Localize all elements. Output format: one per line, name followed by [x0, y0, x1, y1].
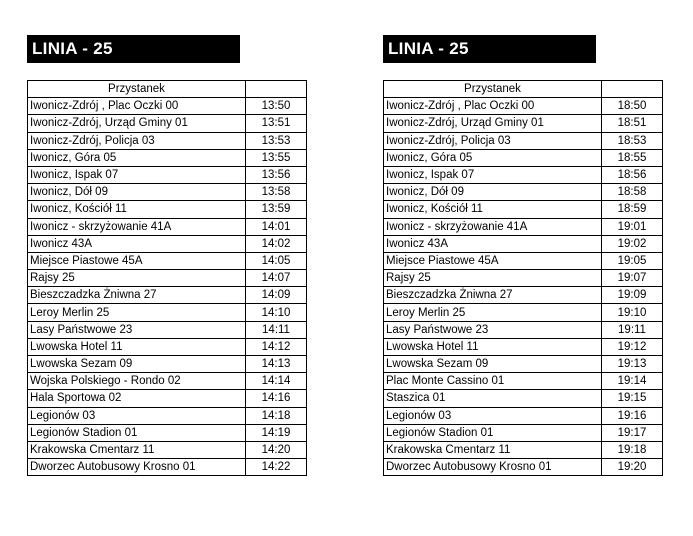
- departure-time: 13:58: [246, 184, 307, 201]
- departure-time: 18:56: [602, 166, 663, 183]
- table-row: [28, 441, 307, 458]
- departure-time: 14:10: [246, 304, 307, 321]
- table-row: [28, 235, 307, 252]
- stop-name: Leroy Merlin 25: [28, 304, 246, 321]
- stop-name: Lwowska Hotel 11: [384, 338, 602, 355]
- stop-name: Krakowska Cmentarz 11: [384, 441, 602, 458]
- stop-name: Iwonicz - skrzyżowanie 41A: [28, 218, 246, 235]
- departure-time: 14:12: [246, 338, 307, 355]
- table-row: [384, 424, 663, 441]
- departure-time: 19:09: [602, 287, 663, 304]
- table-row: [28, 218, 307, 235]
- departure-time: 13:55: [246, 149, 307, 166]
- table-row: [28, 321, 307, 338]
- table-row: [384, 98, 663, 115]
- departure-time: 18:55: [602, 149, 663, 166]
- stop-name: Bieszczadzka Żniwna 27: [28, 287, 246, 304]
- stop-name: Dworzec Autobusowy Krosno 01: [384, 459, 602, 476]
- stop-name: Iwonicz, Ispak 07: [384, 166, 602, 183]
- stop-name: Iwonicz 43A: [384, 235, 602, 252]
- table-row: [384, 441, 663, 458]
- stop-name: Hala Sportowa 02: [28, 390, 246, 407]
- stop-name: Iwonicz-Zdrój , Plac Oczki 00: [384, 98, 602, 115]
- stop-name: Lwowska Sezam 09: [28, 356, 246, 373]
- table-header-row: [28, 81, 307, 98]
- table-row: [28, 132, 307, 149]
- table-row: [28, 201, 307, 218]
- table-header-row: [384, 81, 663, 98]
- table-row: [28, 287, 307, 304]
- departure-time: 19:15: [602, 390, 663, 407]
- column-header-time: [602, 81, 663, 98]
- table-row: [28, 115, 307, 132]
- table-row: [28, 373, 307, 390]
- departure-time: 18:58: [602, 184, 663, 201]
- departure-time: 14:11: [246, 321, 307, 338]
- stop-name: Legionów Stadion 01: [384, 424, 602, 441]
- table-row: [28, 252, 307, 269]
- line-title: LINIA - 25: [27, 35, 240, 63]
- departure-time: 14:16: [246, 390, 307, 407]
- departure-time: 14:09: [246, 287, 307, 304]
- departure-time: 18:53: [602, 132, 663, 149]
- schedule-table: [383, 80, 663, 476]
- table-row: [384, 201, 663, 218]
- table-row: [384, 356, 663, 373]
- departure-time: 19:11: [602, 321, 663, 338]
- stop-name: Lwowska Sezam 09: [384, 356, 602, 373]
- table-row: [384, 321, 663, 338]
- stop-name: Iwonicz, Dół 09: [384, 184, 602, 201]
- departure-time: 18:51: [602, 115, 663, 132]
- stop-name: Miejsce Piastowe 45A: [28, 252, 246, 269]
- departure-time: 14:07: [246, 270, 307, 287]
- departure-time: 13:51: [246, 115, 307, 132]
- line-title: LINIA - 25: [383, 35, 596, 63]
- table-row: [28, 424, 307, 441]
- departure-time: 14:20: [246, 441, 307, 458]
- stop-name: Staszica 01: [384, 390, 602, 407]
- departure-time: 19:14: [602, 373, 663, 390]
- table-row: [28, 407, 307, 424]
- stop-name: Rajsy 25: [384, 270, 602, 287]
- departure-time: 19:13: [602, 356, 663, 373]
- stop-name: Iwonicz, Kościół 11: [28, 201, 246, 218]
- departure-time: 19:17: [602, 424, 663, 441]
- table-row: [384, 407, 663, 424]
- stop-name: Bieszczadzka Żniwna 27: [384, 287, 602, 304]
- departure-time: 13:56: [246, 166, 307, 183]
- departure-time: 14:01: [246, 218, 307, 235]
- departure-time: 19:10: [602, 304, 663, 321]
- departure-time: 19:16: [602, 407, 663, 424]
- table-row: [384, 459, 663, 476]
- table-row: [28, 270, 307, 287]
- table-row: [384, 149, 663, 166]
- stop-name: Iwonicz-Zdrój, Urząd Gminy 01: [384, 115, 602, 132]
- stop-name: Legionów 03: [28, 407, 246, 424]
- table-row: [384, 218, 663, 235]
- table-row: [384, 373, 663, 390]
- table-row: [384, 252, 663, 269]
- stop-name: Iwonicz, Góra 05: [384, 149, 602, 166]
- stop-name: Iwonicz, Dół 09: [28, 184, 246, 201]
- departure-time: 19:07: [602, 270, 663, 287]
- stop-name: Krakowska Cmentarz 11: [28, 441, 246, 458]
- departure-time: 13:59: [246, 201, 307, 218]
- departure-time: 14:05: [246, 252, 307, 269]
- table-row: [28, 98, 307, 115]
- table-row: [384, 166, 663, 183]
- departure-time: 14:14: [246, 373, 307, 390]
- table-row: [384, 338, 663, 355]
- stop-name: Iwonicz-Zdrój, Urząd Gminy 01: [28, 115, 246, 132]
- departure-time: 19:12: [602, 338, 663, 355]
- departure-time: 18:59: [602, 201, 663, 218]
- departure-time: 19:18: [602, 441, 663, 458]
- stop-name: Iwonicz-Zdrój , Plac Oczki 00: [28, 98, 246, 115]
- stop-name: Legionów 03: [384, 407, 602, 424]
- stop-name: Lasy Państwowe 23: [384, 321, 602, 338]
- stop-name: Leroy Merlin 25: [384, 304, 602, 321]
- stop-name: Miejsce Piastowe 45A: [384, 252, 602, 269]
- stop-name: Iwonicz 43A: [28, 235, 246, 252]
- stop-name: Lwowska Hotel 11: [28, 338, 246, 355]
- table-row: [28, 356, 307, 373]
- departure-time: 14:02: [246, 235, 307, 252]
- table-row: [384, 184, 663, 201]
- stop-name: Wojska Polskiego - Rondo 02: [28, 373, 246, 390]
- table-row: [384, 304, 663, 321]
- table-row: [28, 390, 307, 407]
- schedule-table: [27, 80, 307, 476]
- table-row: [28, 459, 307, 476]
- stop-name: Plac Monte Cassino 01: [384, 373, 602, 390]
- stop-name: Legionów Stadion 01: [28, 424, 246, 441]
- table-row: [384, 132, 663, 149]
- table-row: [384, 115, 663, 132]
- departure-time: 14:19: [246, 424, 307, 441]
- timetable-left: [27, 35, 307, 476]
- departure-time: 14:18: [246, 407, 307, 424]
- table-row: [384, 235, 663, 252]
- departure-time: 19:01: [602, 218, 663, 235]
- column-header-stop: Przystanek: [384, 81, 602, 98]
- stop-name: Dworzec Autobusowy Krosno 01: [28, 459, 246, 476]
- table-row: [28, 304, 307, 321]
- table-row: [28, 166, 307, 183]
- departure-time: 19:20: [602, 459, 663, 476]
- departure-time: 14:22: [246, 459, 307, 476]
- departure-time: 13:50: [246, 98, 307, 115]
- column-header-time: [246, 81, 307, 98]
- stop-name: Iwonicz, Ispak 07: [28, 166, 246, 183]
- timetable-right: [383, 35, 663, 476]
- departure-time: 13:53: [246, 132, 307, 149]
- column-header-stop: Przystanek: [28, 81, 246, 98]
- stop-name: Iwonicz - skrzyżowanie 41A: [384, 218, 602, 235]
- stop-name: Lasy Państwowe 23: [28, 321, 246, 338]
- departure-time: 14:13: [246, 356, 307, 373]
- departure-time: 19:02: [602, 235, 663, 252]
- stop-name: Iwonicz-Zdrój, Policja 03: [28, 132, 246, 149]
- stop-name: Iwonicz, Góra 05: [28, 149, 246, 166]
- stop-name: Iwonicz, Kościół 11: [384, 201, 602, 218]
- stop-name: Iwonicz-Zdrój, Policja 03: [384, 132, 602, 149]
- table-row: [384, 270, 663, 287]
- table-row: [384, 390, 663, 407]
- departure-time: 18:50: [602, 98, 663, 115]
- table-row: [28, 184, 307, 201]
- table-row: [384, 287, 663, 304]
- departure-time: 19:05: [602, 252, 663, 269]
- table-row: [28, 149, 307, 166]
- stop-name: Rajsy 25: [28, 270, 246, 287]
- table-row: [28, 338, 307, 355]
